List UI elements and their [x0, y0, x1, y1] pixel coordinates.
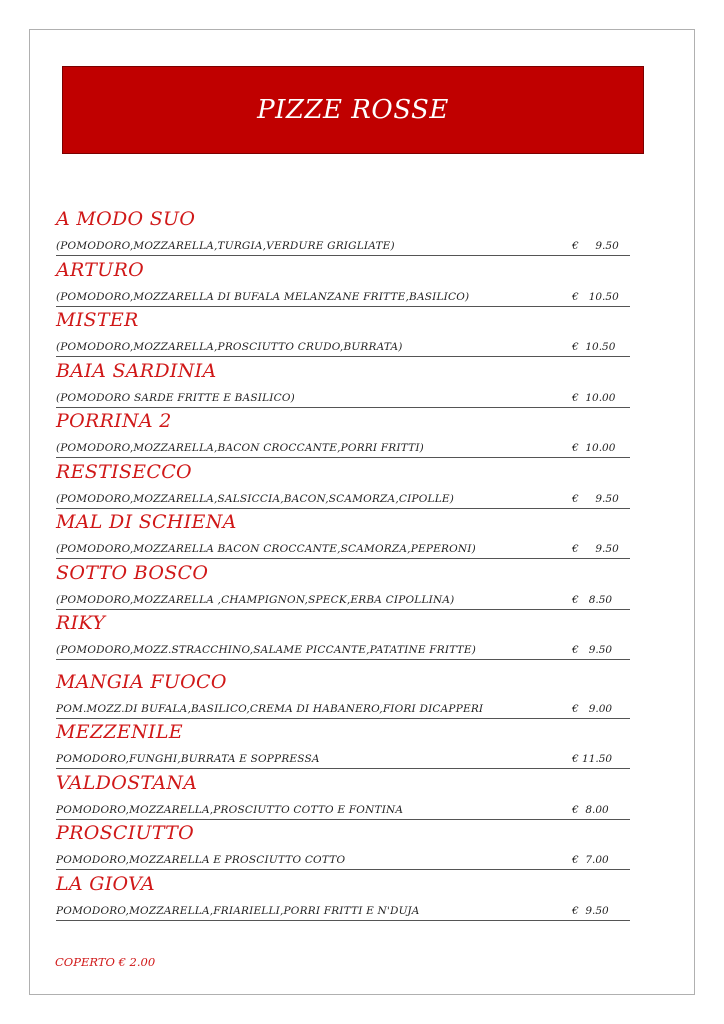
pizza-details-row [56, 905, 630, 921]
pizza-name: MANGIA FUOCO [56, 670, 227, 693]
pizza-name: PORRINA 2 [56, 410, 172, 432]
pizza-name: PROSCIUTTO [56, 822, 195, 844]
pizza-name: SOTTO BOSCO [56, 561, 209, 584]
menu-item [56, 671, 630, 722]
pizza-name: A MODO SUO [56, 208, 196, 230]
pizza-details-row [56, 644, 630, 660]
page-title: PIZZE ROSSE [257, 95, 449, 125]
menu-item [56, 562, 630, 613]
pizza-details-row [56, 543, 630, 559]
pizza-description: (POMODORO,MOZZ.STRACCHINO,SALAME PICCANTE,PATATINE FRITTE) [56, 644, 477, 656]
pizza-price: € 11.50 [572, 753, 613, 765]
pizza-details-row [56, 291, 630, 307]
pizza-price: € 7.00 [572, 854, 609, 866]
pizza-description: POMODORO,MOZZARELLA E PROSCIUTTO COTTO [56, 854, 346, 866]
pizza-description: (POMODORO,MOZZARELLA,PROSCIUTTO CRUDO,BURRATA) [56, 341, 403, 353]
pizza-name: RIKY [56, 612, 106, 634]
menu-item [56, 360, 630, 411]
cover-charge: COPERTO € 2.00 [55, 955, 156, 969]
pizza-price: € 9.50 [572, 492, 619, 505]
menu-item [56, 822, 630, 873]
pizza-details-row [56, 804, 630, 820]
pizza-price: € 8.50 [572, 593, 613, 606]
menu-item [56, 511, 630, 562]
pizza-name: VALDOSTANA [56, 771, 198, 794]
pizza-details-row [56, 493, 630, 509]
pizza-name: MEZZENILE [56, 721, 183, 743]
pizza-description: (POMODORO,MOZZARELLA DI BUFALA MELANZANE FRITTE,BASILICO) [56, 290, 470, 303]
pizza-description: POMODORO,MOZZARELLA,FRIARIELLI,PORRI FRITTI E N'DUJA [56, 904, 420, 917]
pizza-price: € 10.00 [572, 391, 616, 404]
pizza-name: BAIA SARDINIA [56, 359, 217, 382]
menu-item [56, 259, 630, 310]
pizza-details-row [56, 240, 630, 256]
pizza-description: POMODORO,MOZZARELLA,PROSCIUTTO COTTO E FONTINA [56, 803, 404, 816]
pizza-description: POM.MOZZ.DI BUFALA,BASILICO,CREMA DI HABANERO,FIORI DICAPPERI [56, 702, 484, 715]
pizza-name: LA GIOVA [56, 872, 155, 895]
pizza-price: € 10.50 [572, 290, 619, 303]
pizza-details-row [56, 594, 630, 610]
menu-item [56, 873, 630, 924]
menu-list [56, 208, 630, 923]
pizza-name: MISTER [56, 309, 139, 331]
menu-item [56, 461, 630, 512]
pizza-details-row [56, 341, 630, 357]
pizza-description: (POMODORO,MOZZARELLA,TURGIA,VERDURE GRIGLIATE) [56, 240, 395, 252]
pizza-name: MAL DI SCHIENA [56, 511, 237, 533]
pizza-details-row [56, 392, 630, 408]
pizza-price: € 9.00 [572, 702, 613, 715]
pizza-description: (POMODORO,MOZZARELLA ,CHAMPIGNON,SPECK,ERBA CIPOLLINA) [56, 593, 455, 606]
pizza-price: € 10.00 [572, 442, 616, 454]
menu-item [56, 721, 630, 772]
pizza-price: € 8.00 [572, 803, 609, 816]
pizza-details-row [56, 753, 630, 769]
menu-item [56, 309, 630, 360]
pizza-price: € 9.50 [572, 543, 619, 555]
pizza-details-row [56, 703, 630, 719]
menu-item [56, 772, 630, 823]
pizza-details-row [56, 854, 630, 870]
pizza-details-row [56, 442, 630, 458]
pizza-description: (POMODORO,MOZZARELLA BACON CROCCANTE,SCAMORZA,PEPERONI) [56, 543, 476, 555]
pizza-description: (POMODORO,MOZZARELLA,SALSICCIA,BACON,SCAMORZA,CIPOLLE) [56, 492, 455, 505]
pizza-description: POMODORO,FUNGHI,BURRATA E SOPPRESSA [56, 753, 320, 765]
pizza-description: (POMODORO SARDE FRITTE E BASILICO) [56, 391, 295, 404]
pizza-name: ARTURO [56, 258, 145, 281]
menu-item [56, 208, 630, 259]
menu-item [56, 410, 630, 461]
title-banner [62, 66, 644, 154]
pizza-name: RESTISECCO [56, 460, 192, 483]
pizza-price: € 9.50 [572, 240, 619, 252]
pizza-price: € 9.50 [572, 644, 613, 656]
pizza-description: (POMODORO,MOZZARELLA,BACON CROCCANTE,PORRI FRITTI) [56, 442, 424, 454]
pizza-price: € 10.50 [572, 341, 616, 353]
pizza-price: € 9.50 [572, 904, 609, 917]
menu-item [56, 612, 630, 663]
